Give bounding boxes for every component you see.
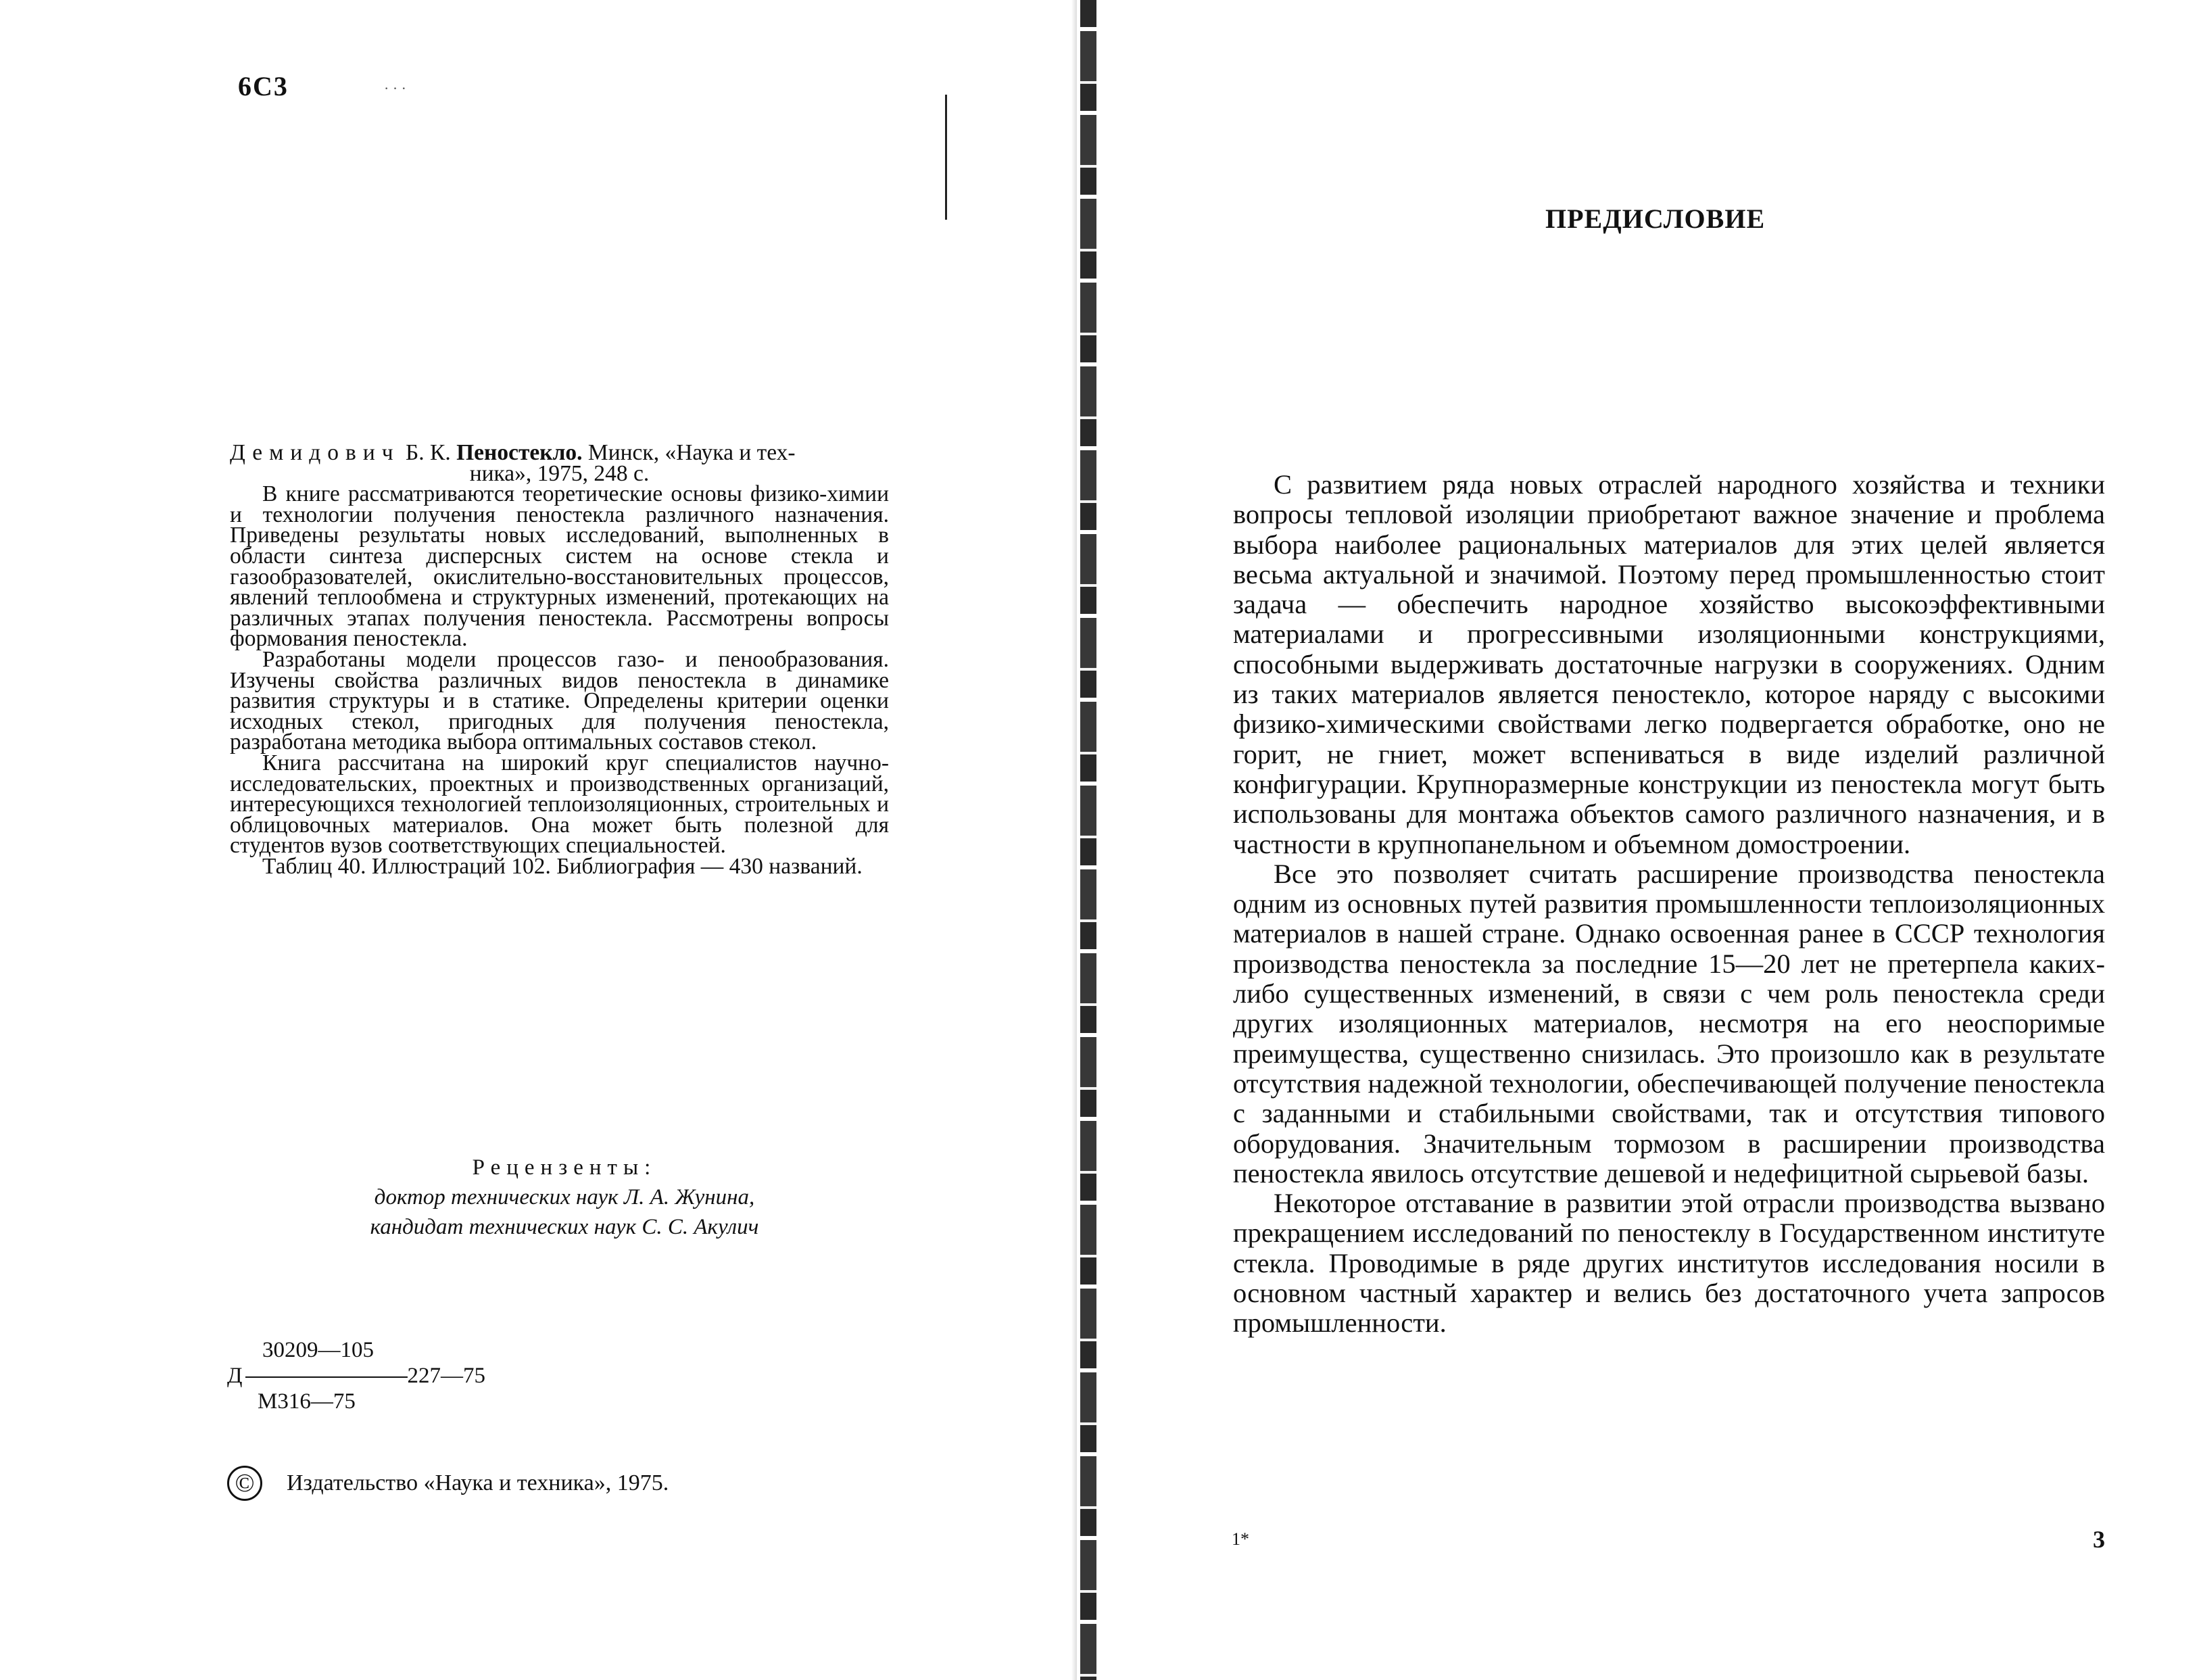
reviewers-title: Рецензенты: xyxy=(472,1155,657,1180)
copyright-text: Издательство «Наука и техника», 1975. xyxy=(287,1470,669,1495)
page-number: 3 xyxy=(2093,1526,2105,1553)
index-fraction-line xyxy=(227,1363,485,1389)
udc-mark: 6С3 xyxy=(238,71,289,101)
annotation-paragraph: Книга рассчитана на широкий круг специалистов научно-исследовательских, проектных и производственных организаций, интересующихся технологией теплоизоляционных, строительных и облицовочных материалов. Она может быть полезной для студентов вузов соответствующих специальностей. xyxy=(230,750,889,859)
signature-mark: 1* xyxy=(1232,1529,1249,1549)
annotation-paragraph: В книге рассматриваются теоретические основы физико-химии и технологии получения пеностекла различного назначения. Приведены результаты новых исследований, выполненных в области синтеза дисперсных систем на основе стекла и газообразователей, окислительно-восстановительных процессов, явлений теплообмена и структурных изменений, протекающих на различных этапах получения пеностекла. Рассмотрены вопросы формования пеностекла. xyxy=(230,481,889,652)
imprint-part-a: Минск, «Наука и тех- xyxy=(587,440,796,465)
chapter-heading: ПРЕДИСЛОВИЕ xyxy=(1545,203,1766,234)
index-denominator: М316—75 xyxy=(258,1389,356,1414)
preface-paragraph: Некоторое отставание в развитии этой отрасли производства вызвано прекращением исследований по пеностеклу в Государственном институте стекла. Проводимые в ряде других институтов исследования носили в основном частный характер и велись без достаточного учета запросов промышленности. xyxy=(1233,1188,2105,1339)
preface-paragraph: Все это позволяет считать расширение производства пеностекла одним из основных путей развития промышленности теплоизоляционных материалов в нашей стране. Однако освоенная ранее в СССР технология производства пеностекла за последние 15—20 лет не претерпела каких-либо существенных изменений, в связи с чем роль пеностекла среди других изоляционных материалов, несмотря на его неоспоримые преимущества, существенно снизилась. Это произошло как в результате отсутствия надежной технологии, обеспечивающей получение пеностекла с заданными и стабильными свойствами, так и отсутствия типового оборудования. Значительным тормозом в расширении производства пеностекла явилось отсутствие дешевой и недефицитной сырьевой базы. xyxy=(1233,858,2105,1189)
scan-edge-mark xyxy=(945,95,947,220)
reviewer-line: доктор технических наук Л. А. Жунина, xyxy=(374,1185,755,1209)
index-letter: Д xyxy=(227,1364,243,1388)
annotation-paragraph: Разработаны модели процессов газо- и пенообразования. Изучены свойства различных видов пеностекла в динамике развития структуры и в статике. Определены критерии оценки исходных стекол, пригодных для получения пеностекла, разработана методика выбора оптимальных составов стекол. xyxy=(230,646,889,755)
fraction-bar xyxy=(245,1376,408,1378)
annotation-block xyxy=(230,440,889,879)
preface-paragraph: С развитием ряда новых отраслей народного хозяйства и техники вопросы тепловой изоляции приобретают важное значение и проблема выбора наиболее рациональных материалов для этих целей является весьма актуальной и значимой. Поэтому перед промышленностью стоит задача — обеспечить народное хозяйство высокоэффективными материалами и прогрессивными изоляционными конструкциями, способными выдерживать достаточные нагрузки в сооружениях. Одним из таких материалов является пеностекло, которое наряду с высокими физико-химическими свойствами легко подвергается обработке, оно не горит, не гниет, может вспениваться в виде изделий различной конфигурации. Крупноразмерные конструкции из пеностекла могут быть использованы для монтажа объектов самого различного назначения, и в частности в крупнопанельном и объемном домостроении. xyxy=(1233,469,2105,859)
book-spine xyxy=(1080,0,1096,1680)
copyright-line xyxy=(227,1466,669,1501)
annotation-paragraph: Таблиц 40. Иллюстраций 102. Библиография — 430 названий. xyxy=(262,853,863,879)
left-page xyxy=(0,0,1055,1680)
reviewer-line: кандидат технических наук С. С. Акулич xyxy=(370,1215,759,1239)
index-suffix: 227—75 xyxy=(407,1364,486,1388)
imprint-part-b: ника», 1975, 248 с. xyxy=(469,460,650,486)
copyright-icon: © xyxy=(227,1466,262,1501)
preface-body xyxy=(1233,470,2105,1339)
scan-specks: · · · xyxy=(384,80,406,97)
reviewers-block xyxy=(270,1153,859,1242)
spine-shadow xyxy=(1071,0,1077,1680)
author-initials: Б. К. xyxy=(406,440,451,465)
book-title: Пеностекло. xyxy=(456,440,583,465)
index-numerator: 30209—105 xyxy=(262,1338,374,1362)
bibliographic-line xyxy=(230,440,889,465)
author-name: Демидович xyxy=(230,440,400,465)
publication-index xyxy=(227,1337,485,1414)
